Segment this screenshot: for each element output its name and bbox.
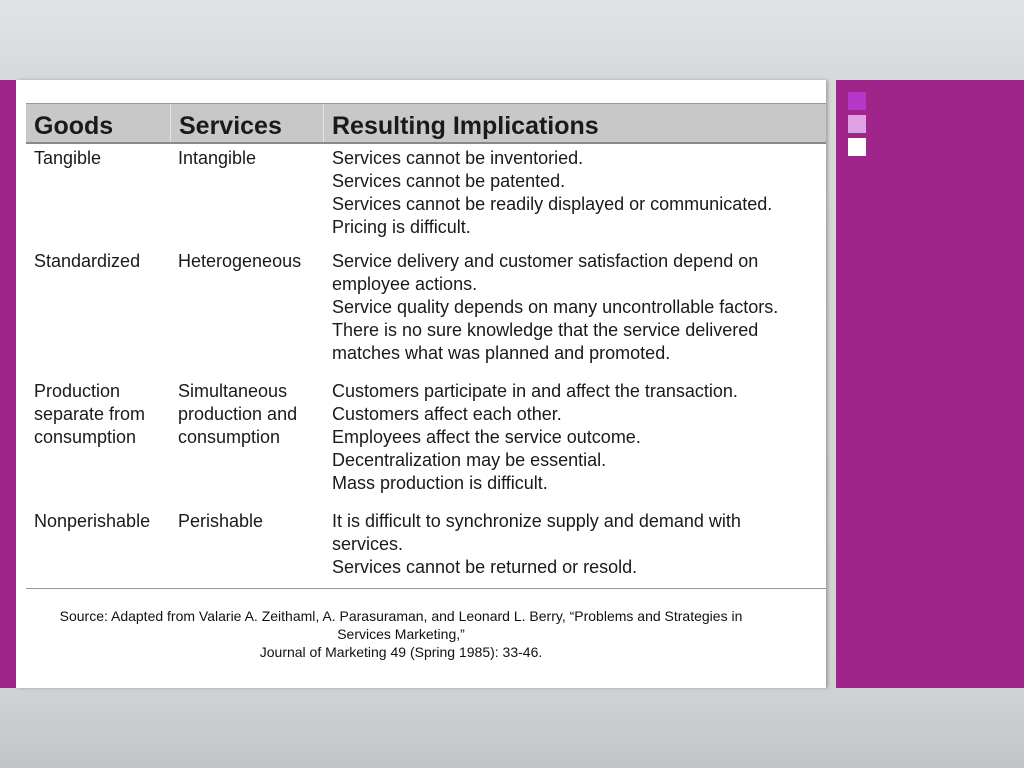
source-citation	[26, 607, 776, 661]
cell-text: consumption	[178, 427, 281, 447]
goods-cell	[34, 510, 174, 533]
cell-text: Employees affect the service outcome.	[332, 427, 641, 447]
table-row	[26, 380, 826, 510]
header-goods: Goods	[34, 112, 114, 140]
goods-cell	[34, 147, 174, 170]
implications-cell	[332, 380, 832, 495]
services-cell	[178, 147, 328, 170]
cell-text: Services cannot be patented.	[332, 171, 566, 191]
cell-text: Customers affect each other.	[332, 404, 562, 424]
citation-line: Services Marketing,”	[337, 626, 465, 642]
cell-text: It is difficult to synchronize supply and demand with	[332, 511, 741, 531]
decor-square-white	[848, 138, 866, 156]
header-services: Services	[170, 104, 282, 142]
cell-text: Heterogeneous	[178, 251, 302, 271]
cell-text: Service quality depends on many uncontrollable factors.	[332, 297, 779, 317]
header-implications: Resulting Implications	[323, 104, 599, 142]
implications-cell	[332, 250, 832, 365]
table-header	[26, 103, 826, 144]
cell-text: Customers participate in and affect the transaction.	[332, 381, 738, 401]
services-cell	[178, 380, 328, 449]
decor-square-dark	[848, 92, 866, 110]
cell-text: Pricing is difficult.	[332, 217, 471, 237]
cell-text: Service delivery and customer satisfaction depend on	[332, 251, 759, 271]
goods-cell	[34, 250, 174, 273]
table-bottom-divider	[26, 588, 826, 589]
citation-line: Source: Adapted from Valarie A. Zeithaml, A. Parasuraman, and Leonard L. Berry, “Problems and Strategies in	[59, 608, 743, 624]
slide-content	[16, 80, 826, 688]
table-row	[26, 147, 826, 250]
cell-text: Perishable	[178, 511, 264, 531]
cell-text: Decentralization may be essential.	[332, 450, 607, 470]
goods-cell	[34, 380, 174, 449]
cell-text: consumption	[34, 427, 137, 447]
cell-text: services.	[332, 534, 404, 554]
cell-text: Nonperishable	[34, 511, 151, 531]
cell-text: Tangible	[34, 148, 102, 168]
cell-text: separate from	[34, 404, 146, 424]
cell-text: Intangible	[178, 148, 257, 168]
table-row	[26, 250, 826, 380]
cell-text: Standardized	[34, 251, 141, 271]
decor-square-light	[848, 115, 866, 133]
cell-text: There is no sure knowledge that the service delivered	[332, 320, 759, 340]
services-cell	[178, 510, 328, 533]
implications-cell	[332, 147, 832, 239]
cell-text: Services cannot be inventoried.	[332, 148, 584, 168]
cell-text: Services cannot be returned or resold.	[332, 557, 638, 577]
cell-text: matches what was planned and promoted.	[332, 343, 671, 363]
table-row	[26, 510, 826, 590]
cell-text: employee actions.	[332, 274, 478, 294]
cell-text: Services cannot be readily displayed or communicated.	[332, 194, 773, 214]
implications-cell	[332, 510, 832, 579]
comparison-table	[26, 103, 826, 590]
cell-text: Mass production is difficult.	[332, 473, 548, 493]
right-accent-band	[836, 80, 1024, 688]
left-accent-band	[0, 80, 16, 688]
cell-text: production and	[178, 404, 298, 424]
services-cell	[178, 250, 328, 273]
citation-line: Journal of Marketing 49 (Spring 1985): 33-46.	[259, 644, 543, 660]
cell-text: Simultaneous	[178, 381, 288, 401]
cell-text: Production	[34, 381, 121, 401]
